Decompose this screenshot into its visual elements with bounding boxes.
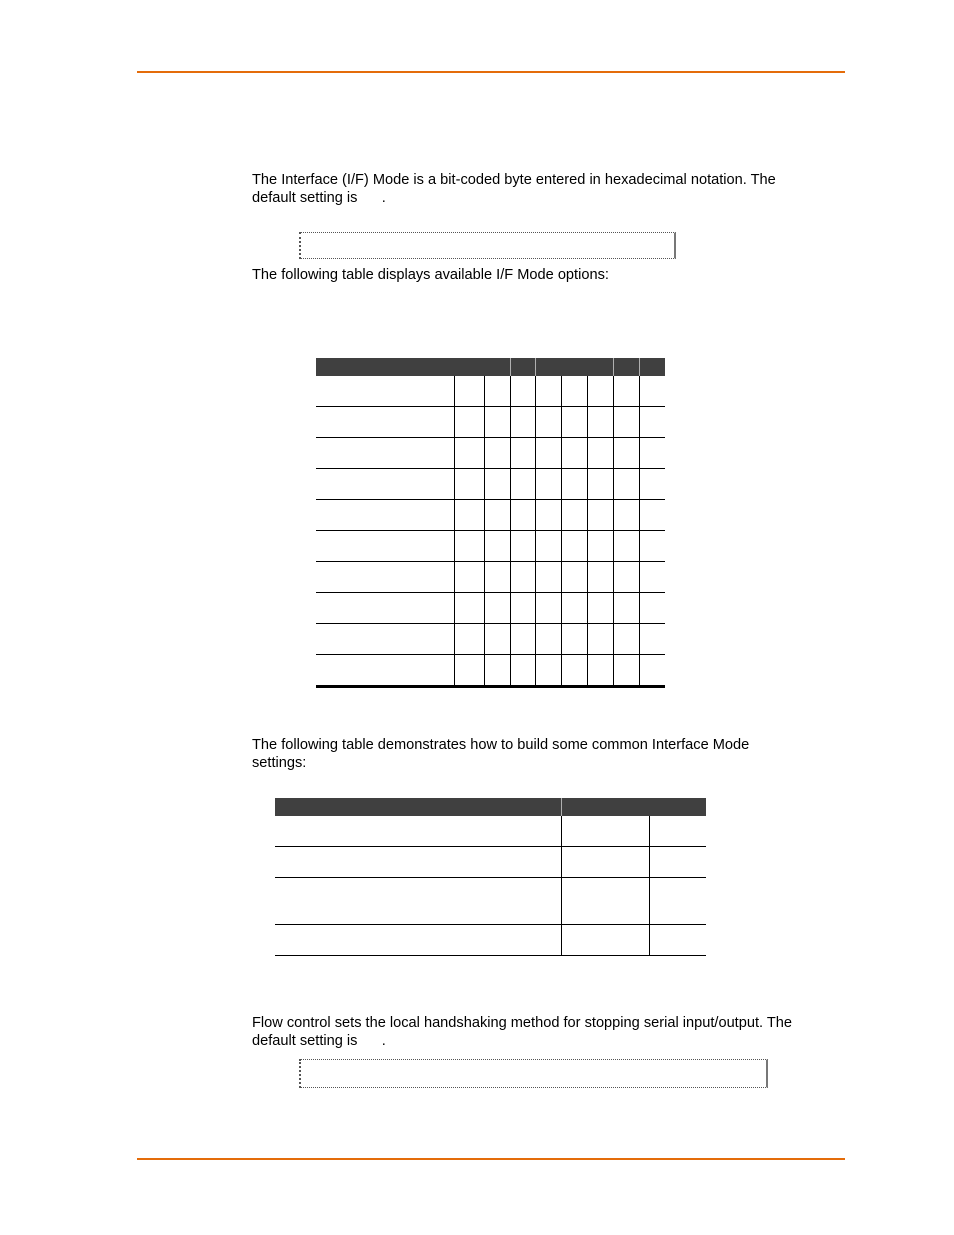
table-cell — [484, 407, 510, 438]
if-mode-command-box — [299, 232, 676, 259]
table-cell — [510, 500, 535, 531]
table-row — [316, 469, 665, 500]
table-cell — [561, 593, 587, 624]
table-cell — [535, 376, 561, 407]
table-cell — [561, 925, 649, 956]
flow-control-command-box — [299, 1059, 768, 1088]
table-cell — [316, 593, 454, 624]
table-cell — [587, 531, 613, 562]
table-row — [316, 593, 665, 624]
table-cell — [561, 531, 587, 562]
if-mode-options-table — [316, 358, 665, 688]
table-cell — [587, 469, 613, 500]
table-header-cell — [316, 358, 510, 376]
table-cell — [639, 438, 665, 469]
table-cell — [510, 469, 535, 500]
table-cell — [613, 562, 639, 593]
table-cell — [561, 847, 649, 878]
table-cell — [484, 500, 510, 531]
table-header-cell — [639, 358, 665, 376]
table-header-cell — [275, 798, 561, 816]
table-row — [275, 925, 706, 956]
if-mode-intro-line2: default setting is . — [252, 190, 386, 206]
table-cell — [639, 376, 665, 407]
table-cell — [613, 531, 639, 562]
table-cell — [613, 655, 639, 687]
table-cell — [510, 593, 535, 624]
table-cell — [613, 500, 639, 531]
table-cell — [454, 438, 484, 469]
table-row — [316, 376, 665, 407]
table-cell — [649, 878, 706, 925]
table-cell — [484, 562, 510, 593]
table-cell — [535, 407, 561, 438]
table-row — [275, 847, 706, 878]
table-row — [316, 531, 665, 562]
table-header-cell — [510, 358, 535, 376]
table-cell — [454, 407, 484, 438]
table-cell — [587, 655, 613, 687]
table-cell — [561, 624, 587, 655]
table-cell — [484, 655, 510, 687]
table-cell — [484, 438, 510, 469]
table-cell — [454, 655, 484, 687]
table-cell — [587, 500, 613, 531]
table-cell — [639, 593, 665, 624]
table-cell — [561, 376, 587, 407]
table-row — [316, 655, 665, 687]
table-cell — [613, 407, 639, 438]
table-cell — [316, 531, 454, 562]
table-cell — [649, 816, 706, 847]
table-cell — [454, 531, 484, 562]
table-cell — [535, 531, 561, 562]
table-cell — [613, 624, 639, 655]
table-cell — [316, 469, 454, 500]
table-cell — [484, 376, 510, 407]
table-cell — [484, 469, 510, 500]
table-cell — [639, 500, 665, 531]
table-cell — [535, 562, 561, 593]
table-cell — [561, 878, 649, 925]
table-cell — [510, 407, 535, 438]
flow-control-intro-line1: Flow control sets the local handshaking method for stopping serial input/output. The — [252, 1015, 793, 1031]
table-cell — [561, 655, 587, 687]
table-cell — [535, 655, 561, 687]
table-header-row — [275, 798, 706, 816]
if-mode-intro-line1: The Interface (I/F) Mode is a bit-coded byte entered in hexadecimal notation. The — [252, 172, 776, 188]
table-cell — [484, 531, 510, 562]
table-cell — [275, 878, 561, 925]
table-row — [275, 878, 706, 925]
table-cell — [535, 500, 561, 531]
table-cell — [454, 562, 484, 593]
table-row — [316, 562, 665, 593]
table-cell — [510, 438, 535, 469]
table-cell — [510, 531, 535, 562]
table-cell — [649, 925, 706, 956]
table-cell — [561, 816, 649, 847]
table-cell — [561, 438, 587, 469]
table-cell — [535, 593, 561, 624]
table-cell — [316, 655, 454, 687]
table-cell — [561, 407, 587, 438]
table-cell — [454, 593, 484, 624]
common-settings-intro-line1: The following table demonstrates how to build some common Interface Mode — [252, 737, 750, 753]
table-row — [316, 624, 665, 655]
table-cell — [484, 624, 510, 655]
table-cell — [587, 593, 613, 624]
table-cell — [561, 500, 587, 531]
table-cell — [316, 407, 454, 438]
table-cell — [484, 593, 510, 624]
table-cell — [510, 562, 535, 593]
table-cell — [587, 407, 613, 438]
table-cell — [639, 655, 665, 687]
header-rule — [137, 71, 845, 73]
table-header-row — [316, 358, 665, 376]
table-cell — [316, 500, 454, 531]
table-cell — [613, 376, 639, 407]
table-cell — [639, 469, 665, 500]
table-cell — [561, 562, 587, 593]
table-cell — [510, 655, 535, 687]
table-cell — [316, 562, 454, 593]
table-cell — [275, 925, 561, 956]
table-cell — [561, 469, 587, 500]
table-cell — [510, 624, 535, 655]
table-cell — [587, 376, 613, 407]
table-cell — [454, 376, 484, 407]
table-row — [275, 816, 706, 847]
if-mode-table-intro: The following table displays available I/F Mode options: — [252, 267, 609, 283]
table-cell — [316, 376, 454, 407]
table-cell — [639, 531, 665, 562]
table-cell — [316, 438, 454, 469]
table-cell — [454, 624, 484, 655]
table-header-cell — [613, 358, 639, 376]
table-row — [316, 500, 665, 531]
table-cell — [535, 438, 561, 469]
table-cell — [454, 469, 484, 500]
common-settings-intro-line2: settings: — [252, 755, 307, 771]
flow-control-intro-line2: default setting is . — [252, 1033, 386, 1049]
table-cell — [613, 593, 639, 624]
table-cell — [613, 469, 639, 500]
table-cell — [535, 624, 561, 655]
table-header-cell — [561, 798, 706, 816]
table-cell — [613, 438, 639, 469]
table-cell — [649, 847, 706, 878]
table-cell — [639, 562, 665, 593]
table-row — [316, 438, 665, 469]
table-cell — [535, 469, 561, 500]
table-cell — [587, 562, 613, 593]
table-cell — [639, 407, 665, 438]
table-cell — [510, 376, 535, 407]
table-cell — [275, 847, 561, 878]
table-row — [316, 407, 665, 438]
table-cell — [587, 624, 613, 655]
table-cell — [275, 816, 561, 847]
common-settings-table — [275, 798, 706, 956]
table-header-cell — [535, 358, 613, 376]
table-cell — [454, 500, 484, 531]
table-cell — [587, 438, 613, 469]
table-cell — [639, 624, 665, 655]
table-cell — [316, 624, 454, 655]
footer-rule — [137, 1158, 845, 1160]
